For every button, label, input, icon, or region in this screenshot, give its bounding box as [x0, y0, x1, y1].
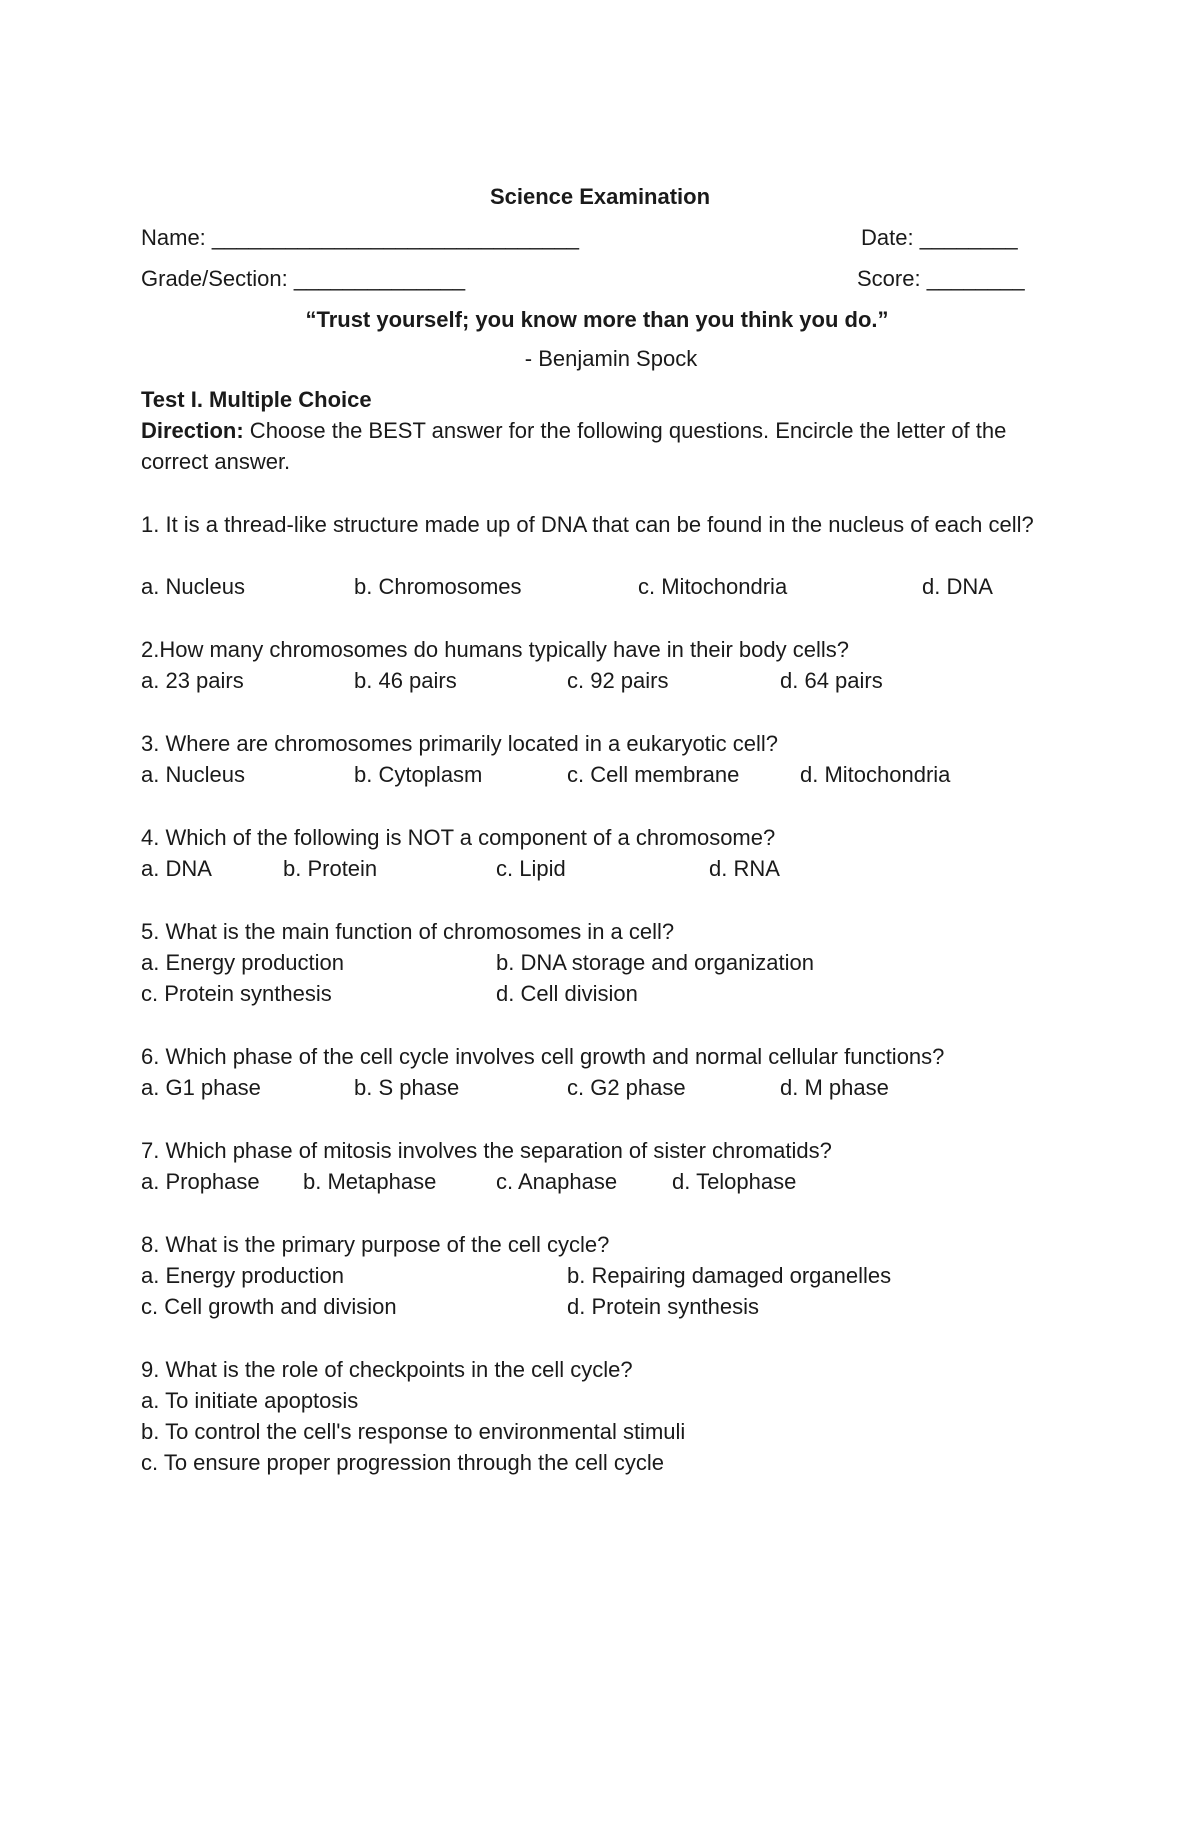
- choice-c: c. 92 pairs: [567, 668, 669, 693]
- question-text: 2.How many chromosomes do humans typically have in their body cells?: [141, 637, 849, 662]
- choice-a: a. Nucleus: [141, 574, 245, 599]
- question-text: 1. It is a thread-like structure made up of DNA that can be found in the nucleus of each cell?: [141, 512, 1034, 537]
- choice-a: a. DNA: [141, 856, 212, 881]
- choice-c: c. Cell membrane: [567, 762, 740, 787]
- direction-label: Direction:: [141, 418, 244, 443]
- choice-b: b. Repairing damaged organelles: [567, 1263, 892, 1288]
- choice-c: c. G2 phase: [567, 1075, 686, 1100]
- choice-b: b. Metaphase: [303, 1169, 437, 1194]
- choice-c: c. To ensure proper progression through the cell cycle: [141, 1450, 664, 1475]
- choice-row: [141, 1291, 1091, 1322]
- choice-row: [141, 1260, 1091, 1291]
- choice-b: b. 46 pairs: [354, 668, 457, 693]
- choice-c: c. Cell growth and division: [141, 1294, 397, 1319]
- choice-b: b. Protein: [283, 856, 378, 881]
- choice-d: d. RNA: [709, 856, 780, 881]
- choice-a: a. G1 phase: [141, 1075, 261, 1100]
- question-text: 7. Which phase of mitosis involves the separation of sister chromatids?: [141, 1138, 832, 1163]
- choice-d: d. 64 pairs: [780, 668, 883, 693]
- question-text: 5. What is the main function of chromosomes in a cell?: [141, 919, 675, 944]
- question-text: 3. Where are chromosomes primarily located in a eukaryotic cell?: [141, 731, 779, 756]
- name-field: Name: ______________________________: [141, 225, 579, 250]
- choice-b: b. Cytoplasm: [354, 762, 483, 787]
- choice-d: d. Mitochondria: [800, 762, 951, 787]
- page-title: Science Examination: [489, 184, 711, 209]
- score-field: Score: ________: [857, 266, 1025, 291]
- quote: “Trust yourself; you know more than you think you do.”: [305, 307, 889, 332]
- choice-row: [141, 1166, 1091, 1197]
- question-text: 6. Which phase of the cell cycle involves cell growth and normal cellular functions?: [141, 1044, 945, 1069]
- choice-a: a. Prophase: [141, 1169, 260, 1194]
- choice-row: [141, 1072, 1091, 1103]
- choice-c: c. Lipid: [496, 856, 566, 881]
- choice-b: b. DNA storage and organization: [496, 950, 814, 975]
- choice-row: [141, 759, 1091, 790]
- choice-row: [141, 665, 1091, 696]
- question-text: 4. Which of the following is NOT a component of a chromosome?: [141, 825, 776, 850]
- choice-row: [141, 978, 1091, 1009]
- choice-d: d. Protein synthesis: [567, 1294, 759, 1319]
- question-text: 8. What is the primary purpose of the cell cycle?: [141, 1232, 610, 1257]
- direction-text: Choose the BEST answer for the following questions. Encircle the letter of the correct answer.: [141, 418, 1007, 474]
- choice-a: a. 23 pairs: [141, 668, 244, 693]
- question-text: 9. What is the role of checkpoints in the cell cycle?: [141, 1357, 633, 1382]
- choice-c: c. Protein synthesis: [141, 981, 332, 1006]
- choice-row: [141, 571, 1091, 602]
- choice-a: a. To initiate apoptosis: [141, 1388, 359, 1413]
- choice-d: d. M phase: [780, 1075, 889, 1100]
- choice-row: [141, 853, 1091, 884]
- quote-author: - Benjamin Spock: [524, 346, 698, 371]
- choice-a: a. Energy production: [141, 1263, 345, 1288]
- choice-c: c. Mitochondria: [638, 574, 788, 599]
- choice-d: d. DNA: [922, 574, 993, 599]
- date-field: Date: ________: [861, 225, 1018, 250]
- choice-b: b. S phase: [354, 1075, 460, 1100]
- choice-d: d. Cell division: [496, 981, 638, 1006]
- choice-row: [141, 947, 1091, 978]
- choice-d: d. Telophase: [672, 1169, 797, 1194]
- test-heading: Test I. Multiple Choice: [141, 387, 372, 412]
- direction-paragraph: [141, 415, 1046, 477]
- choice-a: a. Energy production: [141, 950, 345, 975]
- choice-b: b. To control the cell's response to environmental stimuli: [141, 1419, 686, 1444]
- grade-section-field: Grade/Section: ______________: [141, 266, 466, 291]
- choice-b: b. Chromosomes: [354, 574, 522, 599]
- choice-a: a. Nucleus: [141, 762, 245, 787]
- choice-c: c. Anaphase: [496, 1169, 618, 1194]
